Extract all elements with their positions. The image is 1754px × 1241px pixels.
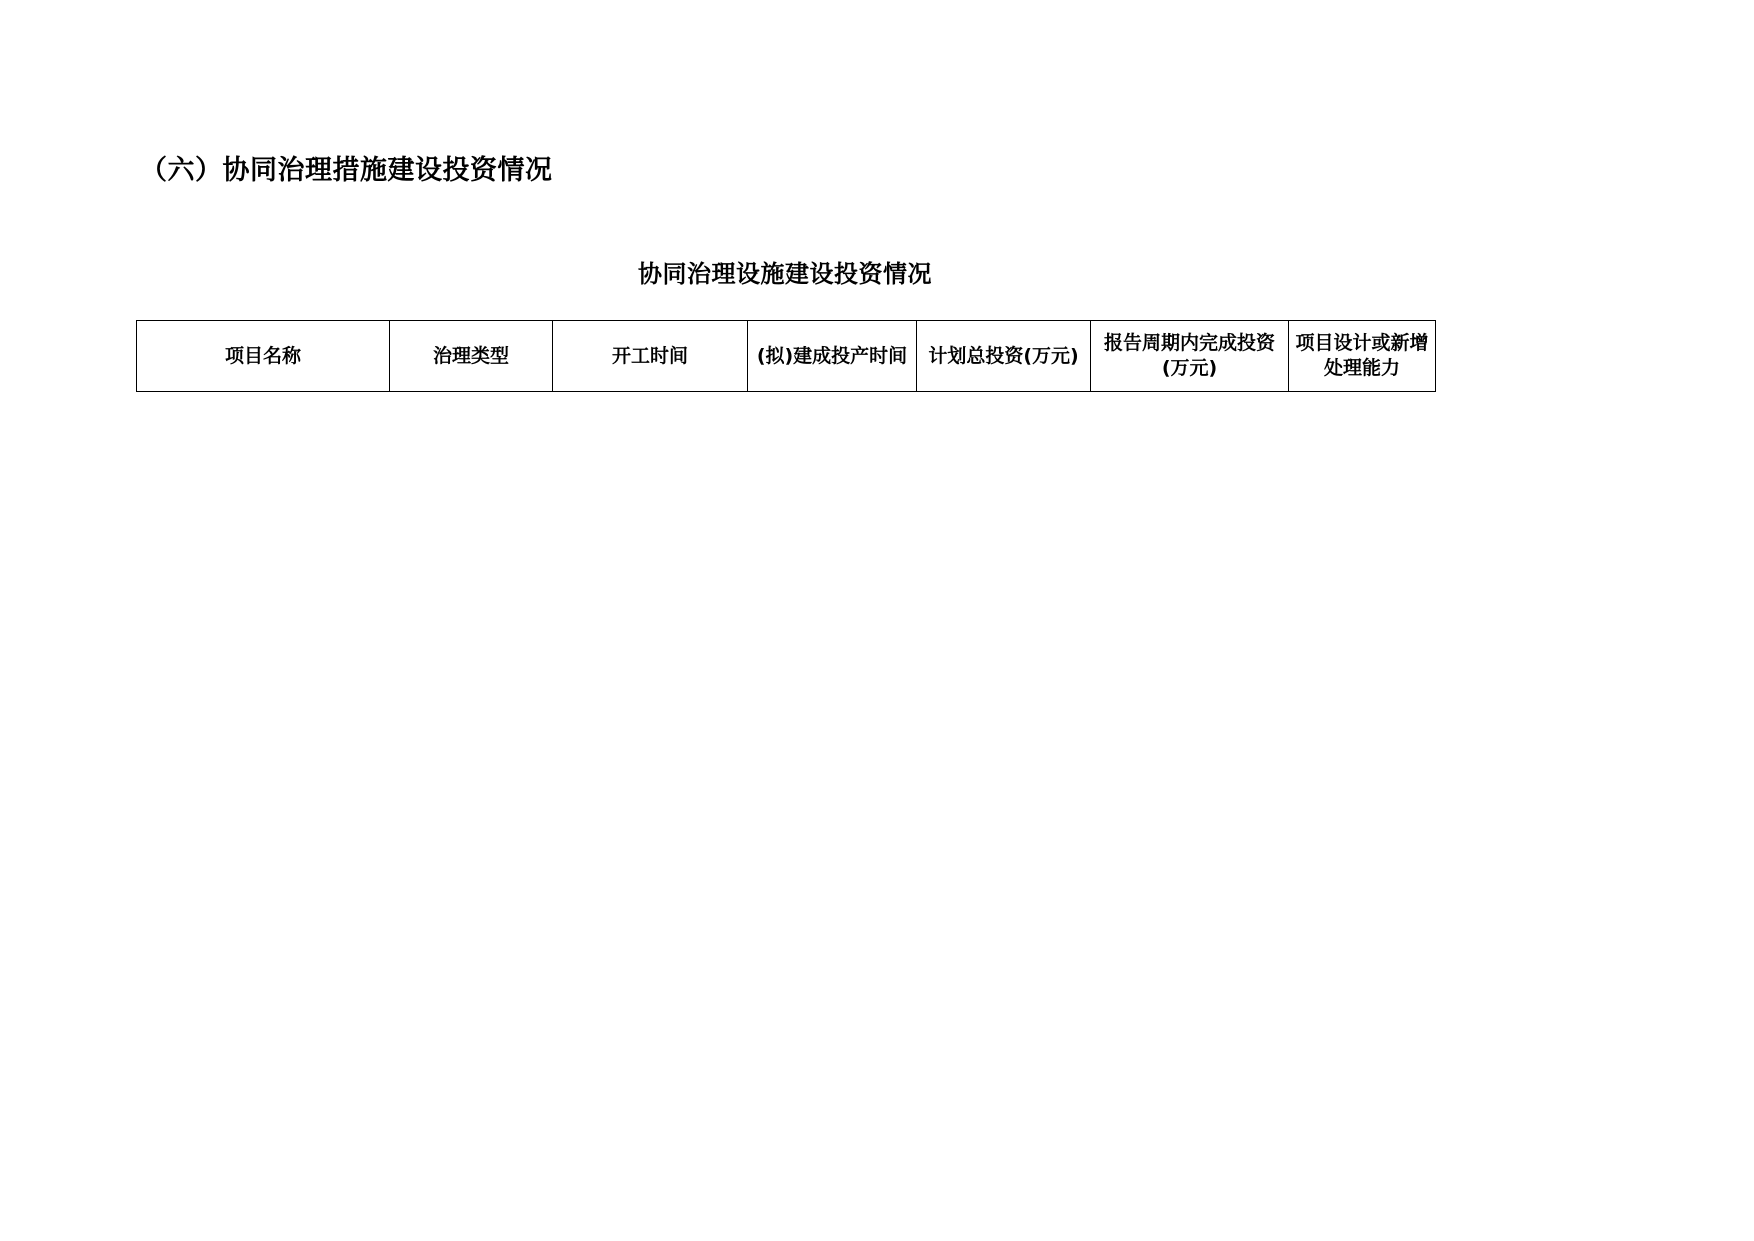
column-header-treatment-type: 治理类型 bbox=[390, 321, 553, 392]
table-header-row bbox=[137, 321, 1436, 392]
investment-table-wrapper bbox=[136, 320, 1435, 392]
column-header-completion-time: (拟)建成投产时间 bbox=[748, 321, 917, 392]
investment-table bbox=[136, 320, 1436, 392]
column-header-planned-investment: 计划总投资(万元) bbox=[917, 321, 1091, 392]
column-header-project-name: 项目名称 bbox=[137, 321, 390, 392]
column-header-capacity: 项目设计或新增处理能力 bbox=[1289, 321, 1436, 392]
table-caption: 协同治理设施建设投资情况 bbox=[638, 260, 932, 288]
column-header-start-time: 开工时间 bbox=[553, 321, 748, 392]
section-heading: （六）协同治理措施建设投资情况 bbox=[140, 155, 553, 186]
column-header-period-investment: 报告周期内完成投资(万元) bbox=[1091, 321, 1289, 392]
